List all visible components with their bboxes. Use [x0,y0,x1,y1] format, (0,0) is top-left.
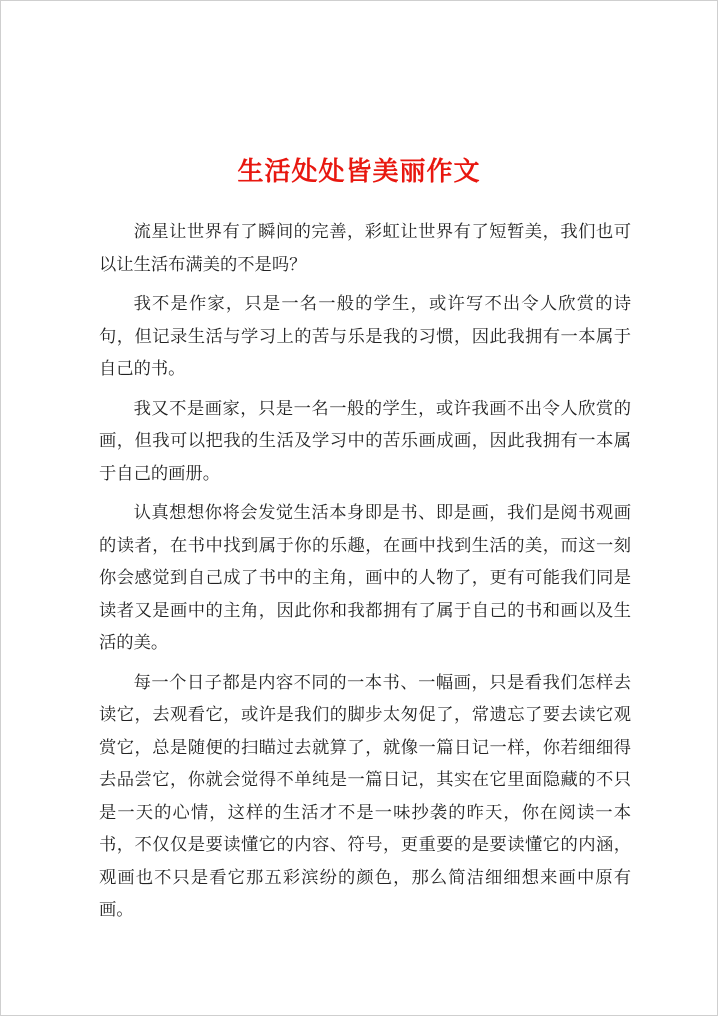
paragraph-2: 我不是作家，只是一名一般的学生，或许写不出令人欣赏的诗句，但记录生活与学习上的苦与乐是我的习惯，因此我拥有一本属于自己的书。 [99,294,631,379]
paragraph-5: 每一个日子都是内容不同的一本书、一幅画，只是看我们怎样去读它，去观看它，或许是我们的脚步太匆促了，常遗忘了要去读它观赏它，总是随便的扫瞄过去就算了，就像一篇日记一样，你若细细得去品尝它，你就会觉得不单纯是一篇日记，其实在它里面隐藏的不只是一天的心情，这样的生活才不是一味抄袭的昨天，你在阅读一本书，不仅仅是要读懂它的内容、符号，更重要的是要读懂它的内涵，观画也不只是看它那五彩滨纷的颜色，那么简洁细细想来画中原有画。 [99,672,631,920]
paragraph-4: 认真想想你将会发觉生活本身即是书、即是画，我们是阅书观画的读者，在书中找到属于你的乐趣，在画中找到生活的美，而这一刻你会感觉到自己成了书中的主角，画中的人物了，更有可能我们同是读者又是画中的主角，因此你和我都拥有了属于自己的书和画以及生活的美。 [99,503,631,653]
document-title: 生活处处皆美丽作文 [237,157,481,187]
paragraph-1: 流星让世界有了瞬间的完善，彩虹让世界有了短暂美，我们也可以让生活布满美的不是吗？ [99,222,631,275]
paragraph-3: 我又不是画家，只是一名一般的学生，或许我画不出令人欣赏的画，但我可以把我的生活及学习中的苦乐画成画，因此我拥有一本属于自己的画册。 [99,398,631,484]
document-body [99,216,631,934]
